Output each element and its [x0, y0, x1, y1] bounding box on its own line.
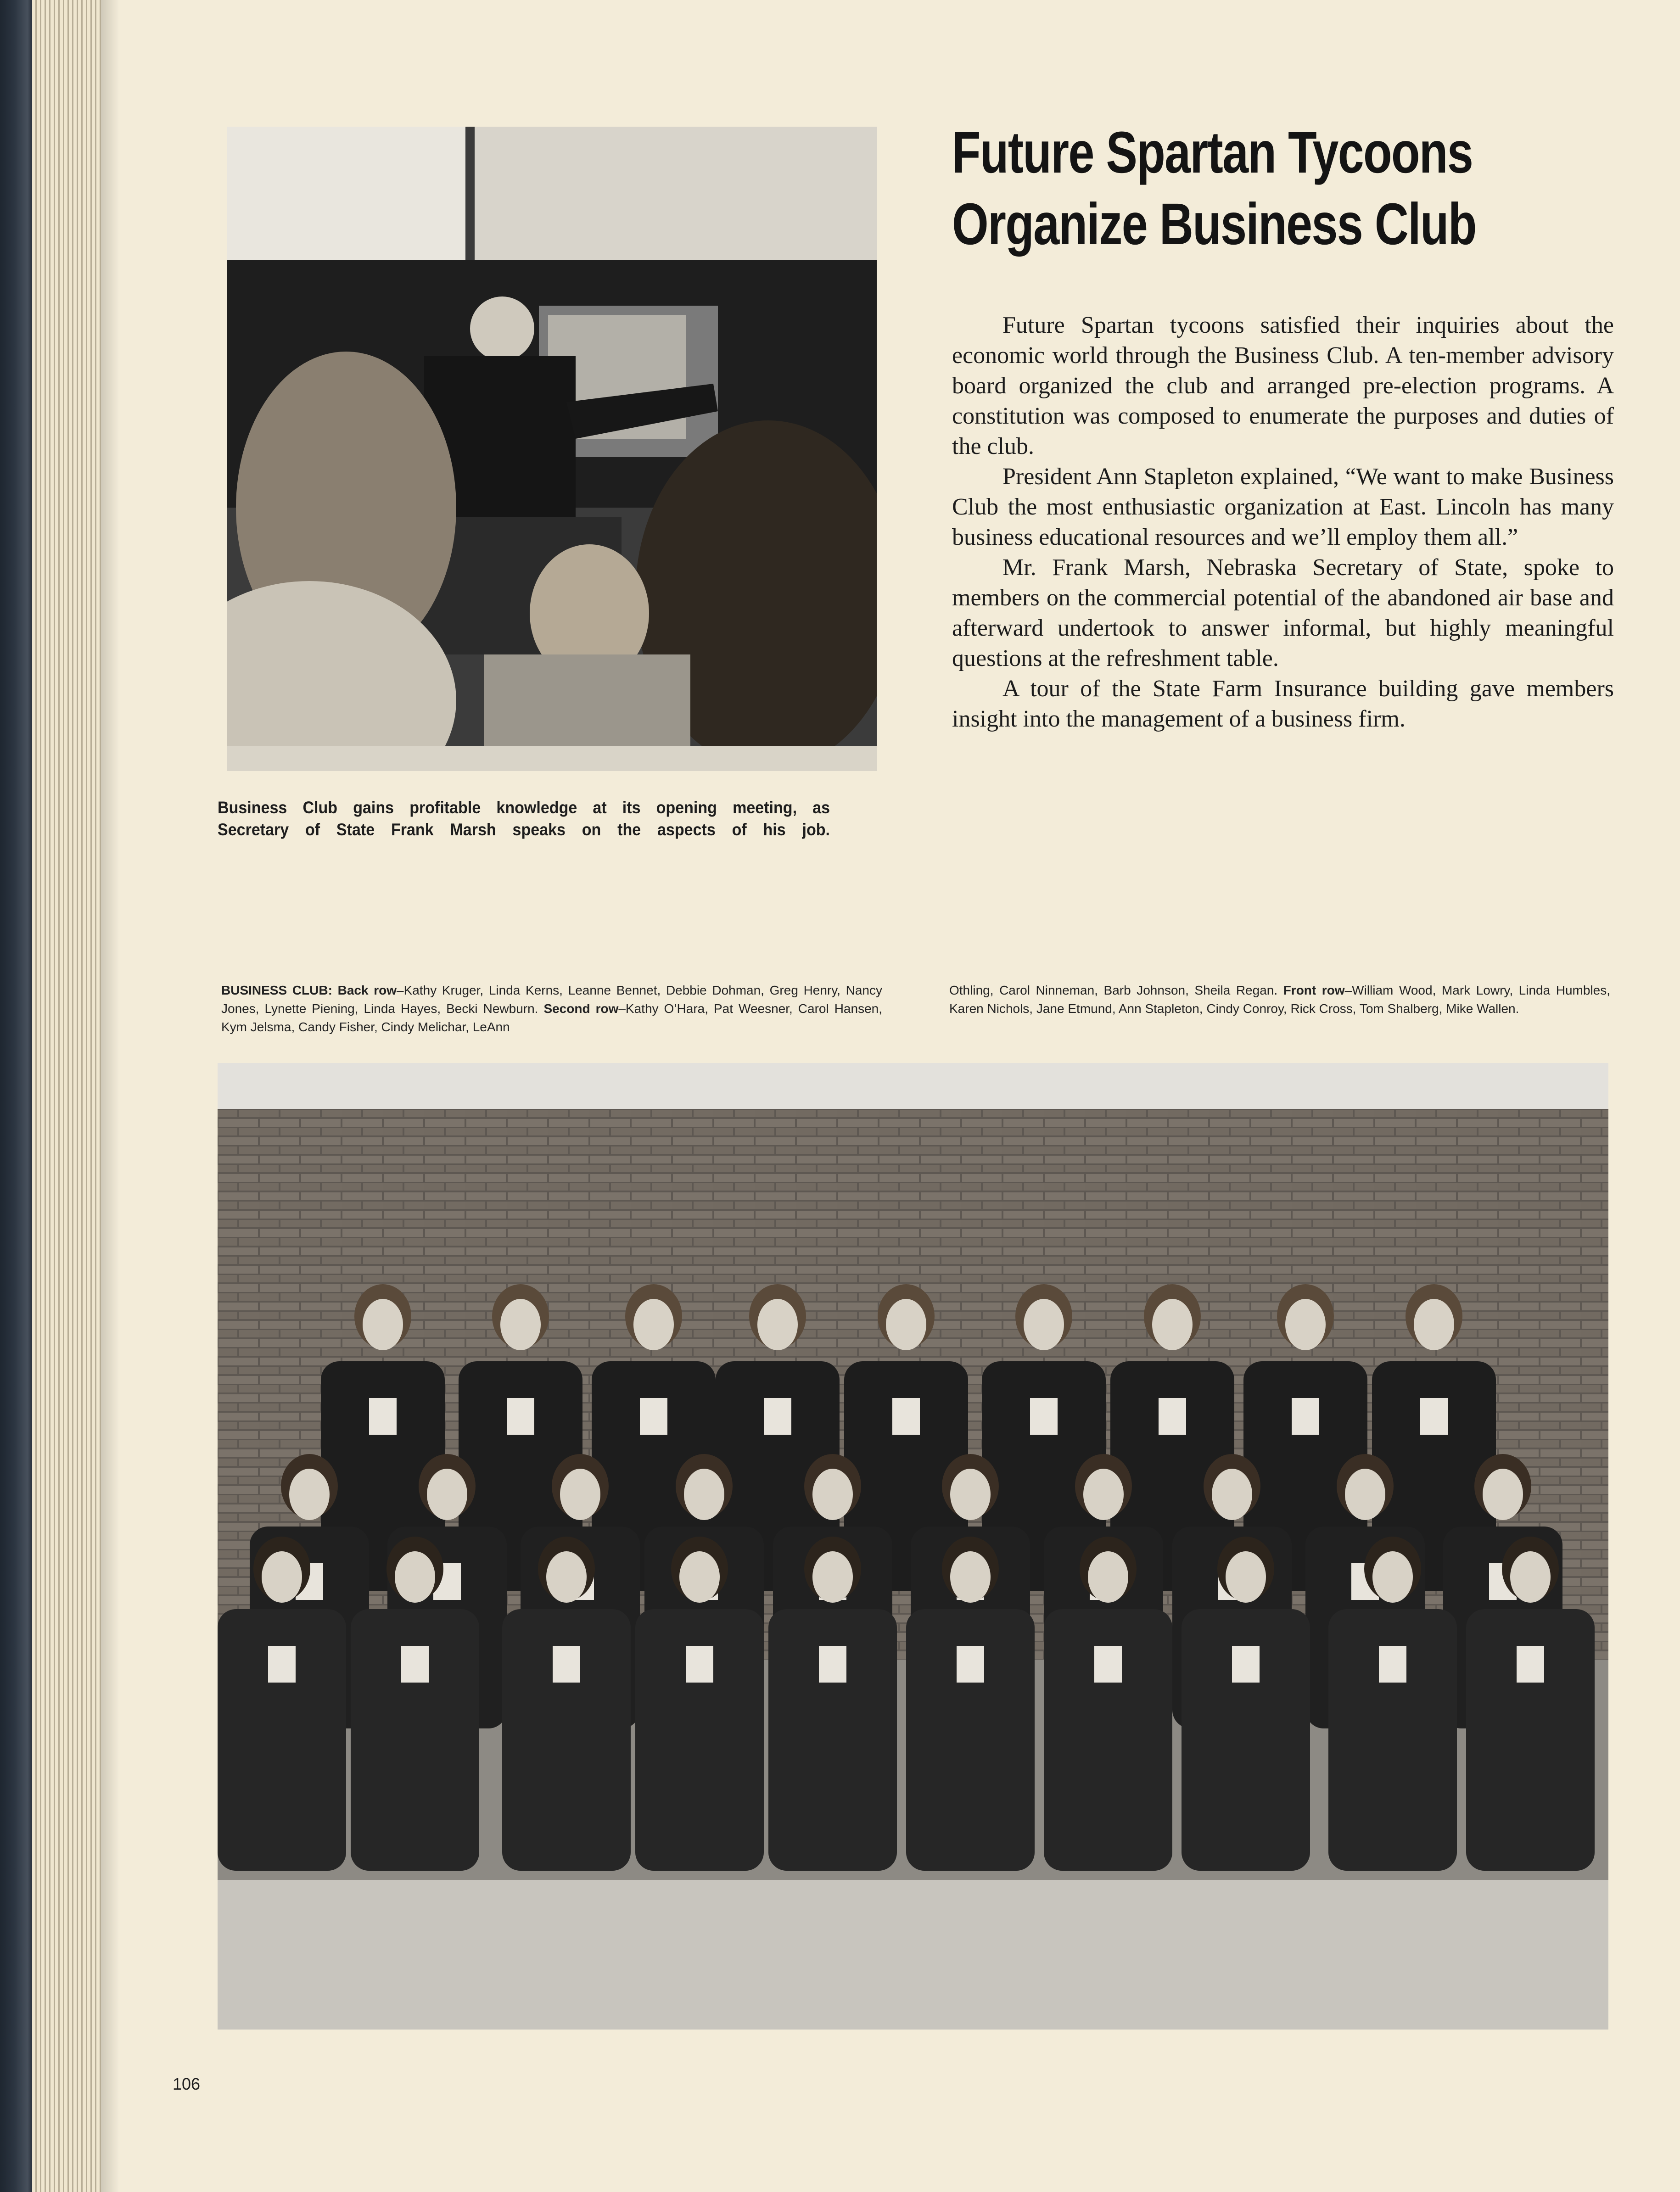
article-paragraph: President Ann Stapleton explained, “We want to make Business Club the most enthusiastic organization at East. Lincoln has many business educational resources and we’ll employ them all.” — [952, 464, 1614, 550]
caption-line-2: Secretary of State Frank Marsh speaks on the aspects of his job. — [218, 820, 830, 839]
meeting-photo-caption — [218, 797, 830, 841]
caption-line-1: Business Club gains profitable knowledge at its opening meeting, as — [218, 798, 830, 817]
group-photo — [218, 1063, 1608, 2030]
group-photo-caption-right — [949, 981, 1610, 1018]
headline-line-1: Future Spartan Tycoons — [952, 119, 1473, 185]
second-row-label: Second row — [543, 1001, 619, 1016]
article-paragraph: Future Spartan tycoons satisfied their inquiries about the economic world through the Business Club. A ten-member advisory board organized the club and arranged pre-election programs. A constitution was composed to enumerate the purposes and duties of the club. — [952, 312, 1614, 459]
page-number: 106 — [173, 2075, 201, 2093]
meeting-photo-image — [227, 127, 877, 771]
group-photo-caption-left — [221, 981, 882, 1036]
page-headline — [952, 115, 1576, 258]
meeting-photo — [227, 127, 877, 771]
club-label: BUSINESS CLUB: — [221, 983, 332, 997]
page-edges — [32, 0, 101, 2192]
headline-line-2: Organize Business Club — [952, 191, 1476, 257]
back-row-label: Back row — [337, 983, 397, 997]
book-binding — [0, 0, 32, 2192]
article-paragraph: A tour of the State Farm Insurance building gave members insight into the management of a business firm. — [952, 676, 1614, 732]
back-row-names: –Kathy Kruger, Linda Kerns, Leanne Bennet, Debbie Dohman, Greg Henry, Nancy Jones, Lynette Piening, Linda Hayes, Becki Newburn. — [221, 983, 883, 1016]
front-row-names: –William Wood, Mark Lowry, Linda Humbles, Karen Nichols, Jane Etmund, Ann Stapleton, Cindy Conroy, Rick Cross, Tom Shalberg, Mike Wallen. — [949, 983, 1611, 1016]
group-photo-image — [218, 1063, 1608, 2030]
second-row-names: –Kathy O’Hara, Pat Weesner, Carol Hansen, Kym Jelsma, Candy Fisher, Cindy Melichar, LeAnn — [221, 1001, 882, 1034]
article-body — [952, 310, 1614, 734]
front-row-label: Front row — [1283, 983, 1345, 997]
article-paragraph: Mr. Frank Marsh, Nebraska Secretary of State, spoke to members on the commercial potential of the abandoned air base and afterward undertook to answer informal, but highly meaningful questions at the refreshment table. — [952, 554, 1614, 671]
second-row-names-continued: Othling, Carol Ninneman, Barb Johnson, Sheila Regan. — [949, 983, 1278, 997]
